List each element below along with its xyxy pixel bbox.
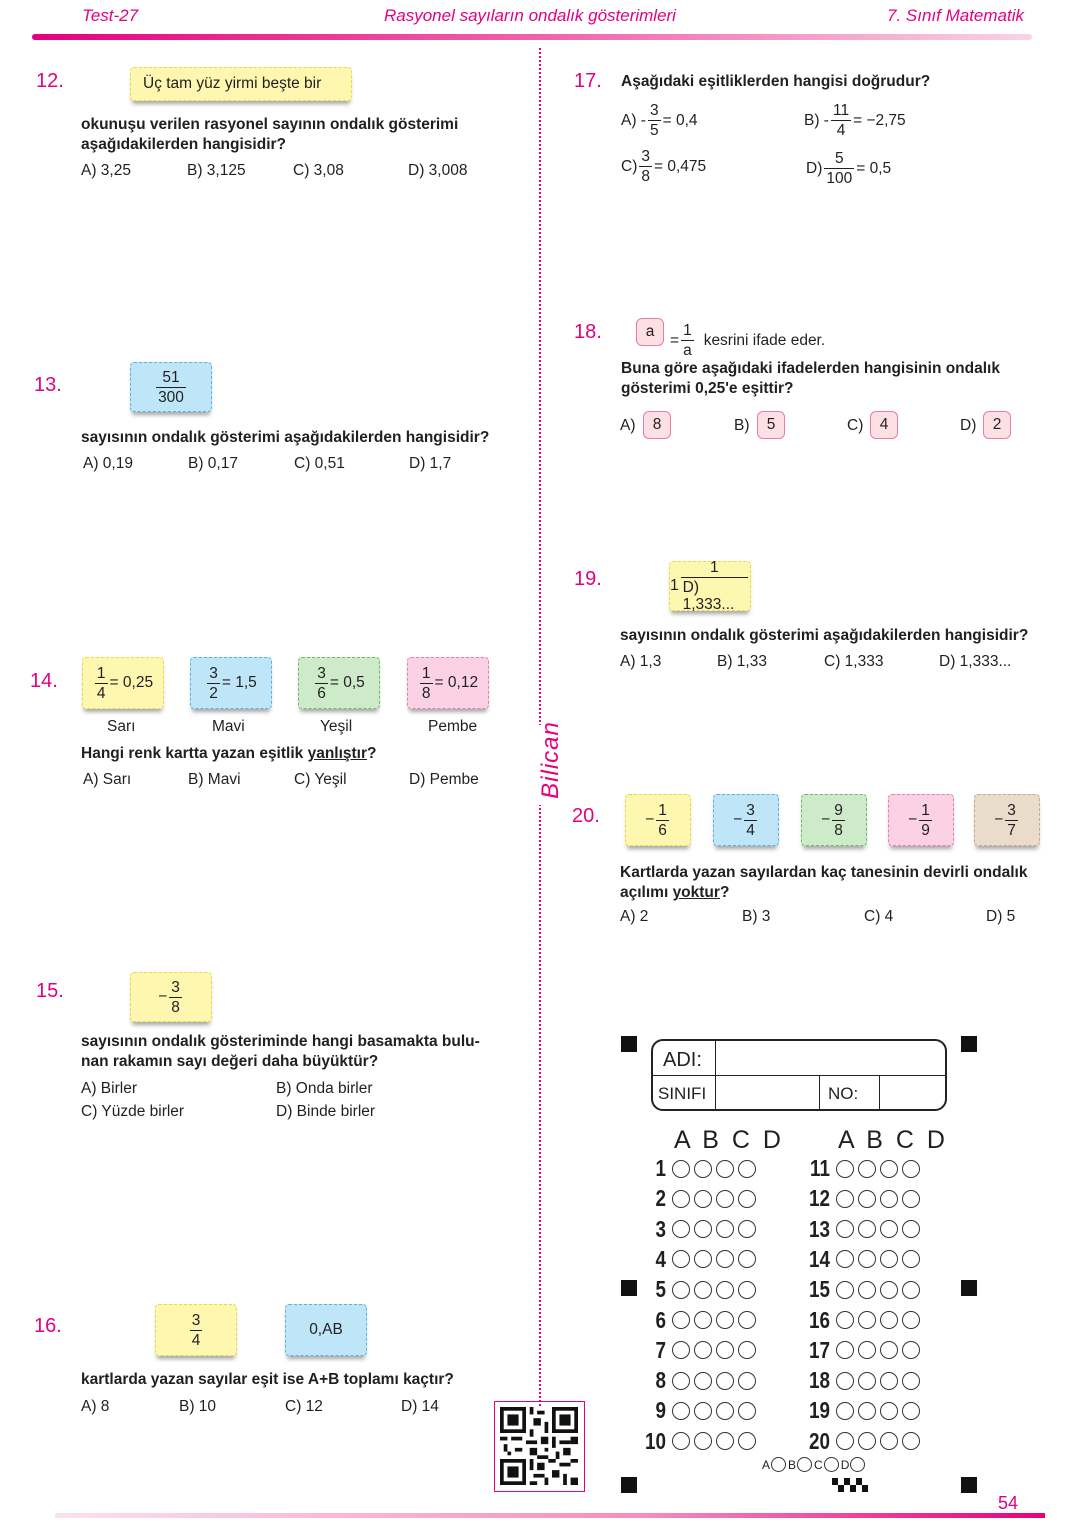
answer-row-number: 14 bbox=[809, 1245, 830, 1272]
alignment-mark bbox=[621, 1477, 637, 1493]
option-c[interactable]: C) 12 bbox=[285, 1398, 323, 1415]
answer-bubble-b[interactable] bbox=[694, 1402, 712, 1420]
answer-row bbox=[636, 1246, 760, 1273]
definition: = $\frac{1}{a}$ kesrini ifade eder. bbox=[670, 322, 826, 359]
answer-row-number: 18 bbox=[809, 1367, 830, 1394]
answer-bubble-c[interactable] bbox=[880, 1220, 898, 1238]
alignment-mark bbox=[621, 1280, 637, 1296]
fraction-card: − $\frac{1}{9}$ bbox=[888, 794, 954, 846]
option-d[interactable]: D) 14 bbox=[401, 1398, 439, 1415]
question-stem: açılımı yoktur? bbox=[620, 884, 730, 901]
page-number: 54 bbox=[998, 1493, 1019, 1513]
question-number: 15. bbox=[36, 980, 64, 1002]
answer-bubble-c[interactable] bbox=[880, 1281, 898, 1299]
answer-bubble-b[interactable] bbox=[694, 1190, 712, 1208]
option-c[interactable]: C) Yeşil bbox=[294, 771, 347, 788]
answer-bubble-b[interactable] bbox=[694, 1372, 712, 1390]
option-d[interactable]: D) 1,333... bbox=[939, 653, 1012, 670]
answer-bubble-a[interactable] bbox=[672, 1311, 690, 1329]
answer-bubble-a[interactable] bbox=[836, 1372, 854, 1390]
answer-bubble-a[interactable] bbox=[672, 1281, 690, 1299]
question-stem: nan rakamın sayı değeri daha büyüktür? bbox=[81, 1053, 379, 1070]
reading-card: Üç tam yüz yirmi beşte bir bbox=[130, 67, 352, 101]
answer-bubble-d[interactable] bbox=[902, 1402, 920, 1420]
answer-row bbox=[636, 1307, 760, 1334]
answer-bubble-c[interactable] bbox=[880, 1341, 898, 1359]
option-a[interactable]: A) 3,25 bbox=[81, 162, 131, 179]
answer-row bbox=[800, 1276, 924, 1303]
option-b-box[interactable]: 5 bbox=[757, 411, 785, 439]
answer-bubble-b[interactable] bbox=[694, 1250, 712, 1268]
answer-row-number: 3 bbox=[655, 1215, 666, 1242]
question-stem: Hangi renk kartta yazan eşitlik yanlıştır? bbox=[81, 745, 377, 762]
question-stem: gösterimi 0,25'e eşittir? bbox=[621, 380, 794, 397]
answer-row bbox=[800, 1307, 924, 1334]
alignment-mark bbox=[961, 1036, 977, 1052]
option-c[interactable]: C) Yüzde birler bbox=[81, 1103, 185, 1120]
answer-bubble-a[interactable] bbox=[672, 1190, 690, 1208]
qr-code[interactable] bbox=[494, 1401, 585, 1492]
answer-bubble-d[interactable] bbox=[902, 1190, 920, 1208]
answer-bubble-a[interactable] bbox=[672, 1402, 690, 1420]
answer-bubble-d[interactable] bbox=[902, 1341, 920, 1359]
test-label: Test-27 bbox=[82, 6, 139, 25]
answer-row bbox=[636, 1428, 760, 1455]
answer-bubble-b[interactable] bbox=[858, 1190, 876, 1208]
option-a[interactable]: A) 8 bbox=[81, 1398, 110, 1415]
option-b[interactable]: B) 1,33 bbox=[717, 653, 767, 670]
option-c-box[interactable]: 4 bbox=[870, 411, 898, 439]
answer-bubble-a[interactable] bbox=[836, 1220, 854, 1238]
answer-row-number: 17 bbox=[809, 1336, 830, 1363]
name-field[interactable] bbox=[719, 1043, 941, 1073]
answer-bubble-b[interactable] bbox=[694, 1220, 712, 1238]
qr-code-icon bbox=[500, 1407, 578, 1485]
answer-row-number: 12 bbox=[809, 1185, 830, 1212]
answer-row-number: 6 bbox=[655, 1306, 666, 1333]
alignment-mark bbox=[961, 1477, 977, 1493]
answer-bubble-a[interactable] bbox=[672, 1432, 690, 1450]
class-label: SINIFI bbox=[658, 1084, 707, 1103]
answer-bubble-d[interactable] bbox=[902, 1160, 920, 1178]
answer-bubble-d[interactable] bbox=[902, 1432, 920, 1450]
answer-bubble-c[interactable] bbox=[880, 1432, 898, 1450]
answer-bubble-b[interactable] bbox=[858, 1250, 876, 1268]
name-label: ADI: bbox=[663, 1049, 702, 1071]
answer-bubble-b[interactable] bbox=[858, 1281, 876, 1299]
answer-bubble-d[interactable] bbox=[738, 1160, 756, 1178]
question-number: 19. bbox=[574, 568, 602, 590]
answer-bubble-b[interactable] bbox=[858, 1341, 876, 1359]
answer-row bbox=[636, 1185, 760, 1212]
option-b[interactable]: B) Mavi bbox=[188, 771, 241, 788]
answer-row bbox=[636, 1397, 760, 1424]
answer-bubble-a[interactable] bbox=[672, 1160, 690, 1178]
option-a[interactable]: A) Sarı bbox=[83, 771, 132, 788]
answer-bubble-b[interactable] bbox=[858, 1372, 876, 1390]
answer-bubble-c[interactable] bbox=[716, 1220, 734, 1238]
answer-row bbox=[636, 1367, 760, 1394]
card-sari: $\frac{1}{4}$ = 0,25 bbox=[82, 657, 164, 709]
option-a[interactable]: A) 1,3 bbox=[620, 653, 662, 670]
answer-row bbox=[800, 1185, 924, 1212]
answer-bubble-b[interactable] bbox=[858, 1311, 876, 1329]
answer-bubble-a[interactable] bbox=[836, 1432, 854, 1450]
fraction-card: − $\frac{9}{8}$ bbox=[801, 794, 867, 846]
answer-bubble-c[interactable] bbox=[880, 1402, 898, 1420]
answer-row bbox=[800, 1216, 924, 1243]
answer-bubble-d[interactable] bbox=[738, 1220, 756, 1238]
no-label: NO: bbox=[828, 1084, 859, 1103]
option-d[interactable]: D) $\frac{5}{100}$ = 0,5 bbox=[806, 150, 892, 187]
option-a-box[interactable]: 8 bbox=[643, 411, 671, 439]
option-d[interactable]: D) bbox=[960, 417, 977, 434]
card-mavi: $\frac{3}{2}$ = 1,5 bbox=[190, 657, 272, 709]
option-c[interactable]: C) 3,08 bbox=[293, 162, 344, 179]
option-b[interactable]: B) bbox=[734, 417, 750, 434]
timing-mark bbox=[832, 1478, 870, 1492]
marking-legend: A B C D bbox=[762, 1457, 867, 1472]
answer-row-number: 19 bbox=[809, 1397, 830, 1424]
answer-bubble-c[interactable] bbox=[716, 1372, 734, 1390]
student-info-box bbox=[651, 1039, 947, 1111]
answer-row-number: 15 bbox=[809, 1276, 830, 1303]
answer-bubble-b[interactable] bbox=[694, 1281, 712, 1299]
answer-bubble-d[interactable] bbox=[738, 1341, 756, 1359]
alignment-mark bbox=[621, 1036, 637, 1052]
option-b[interactable]: B) 3,125 bbox=[187, 162, 246, 179]
answer-row bbox=[800, 1428, 924, 1455]
answer-row-number: 16 bbox=[809, 1306, 830, 1333]
column-letters: A B C D bbox=[674, 1126, 784, 1154]
fraction-card: − $\frac{3}{7}$ bbox=[974, 794, 1040, 846]
answer-row-number: 13 bbox=[809, 1215, 830, 1242]
card-yesil: $\frac{3}{6}$ = 0,5 bbox=[298, 657, 380, 709]
answer-bubble-c[interactable] bbox=[880, 1190, 898, 1208]
answer-row bbox=[636, 1216, 760, 1243]
option-a[interactable]: A) 2 bbox=[620, 908, 649, 925]
question-number: 17. bbox=[574, 70, 602, 92]
question-number: 12. bbox=[36, 70, 64, 92]
answer-row-number: 9 bbox=[655, 1397, 666, 1424]
option-c[interactable]: C) 4 bbox=[864, 908, 894, 925]
option-d[interactable]: D) 1,7 bbox=[409, 455, 452, 472]
answer-row bbox=[800, 1246, 924, 1273]
header-bar bbox=[32, 34, 1032, 40]
question-number: 14. bbox=[30, 670, 58, 692]
question-stem: Kartlarda yazan sayılardan kaç tanesinin devirli ondalık bbox=[620, 864, 1028, 881]
question-number: 16. bbox=[34, 1315, 62, 1337]
answer-bubble-a[interactable] bbox=[836, 1281, 854, 1299]
answer-bubble-c[interactable] bbox=[716, 1432, 734, 1450]
answer-bubble-b[interactable] bbox=[858, 1160, 876, 1178]
answer-bubble-c[interactable] bbox=[716, 1160, 734, 1178]
option-b[interactable]: B) 10 bbox=[179, 1398, 217, 1415]
color-label: Sarı bbox=[107, 718, 136, 735]
page-title: Rasyonel sayıların ondalık gösterimleri bbox=[384, 6, 676, 25]
option-c[interactable]: C) 1,333 bbox=[824, 653, 884, 670]
answer-bubble-d[interactable] bbox=[902, 1311, 920, 1329]
fraction-card: − $\frac{1}{6}$ bbox=[625, 794, 691, 846]
option-b[interactable]: B) 0,17 bbox=[188, 455, 238, 472]
answer-row bbox=[636, 1276, 760, 1303]
answer-bubble-a[interactable] bbox=[836, 1160, 854, 1178]
answer-bubble-d[interactable] bbox=[902, 1281, 920, 1299]
course-label: 7. Sınıf Matematik bbox=[887, 6, 1024, 25]
question-number: 20. bbox=[572, 805, 600, 827]
color-label: Yeşil bbox=[320, 718, 353, 735]
question-stem: Buna göre aşağıdaki ifadelerden hangisinin ondalık bbox=[621, 360, 1000, 377]
option-a[interactable]: A) Birler bbox=[81, 1080, 137, 1097]
fraction-card: $\frac{3}{4}$ bbox=[155, 1304, 237, 1356]
answer-bubble-b[interactable] bbox=[858, 1220, 876, 1238]
option-b[interactable]: B) - $\frac{11}{4}$ = −2,75 bbox=[804, 102, 906, 139]
question-stem: okunuşu verilen rasyonel sayının ondalık gösterimi bbox=[81, 116, 459, 133]
answer-row-number: 4 bbox=[655, 1245, 666, 1272]
option-d[interactable]: D) Pembe bbox=[409, 771, 479, 788]
answer-row-number: 20 bbox=[809, 1427, 830, 1454]
option-b[interactable]: B) Onda birler bbox=[276, 1080, 373, 1097]
answer-bubble-c[interactable] bbox=[716, 1311, 734, 1329]
answer-row-number: 7 bbox=[655, 1336, 666, 1363]
answer-row bbox=[636, 1337, 760, 1364]
option-c[interactable]: C) $\frac{3}{8}$ = 0,475 bbox=[621, 148, 707, 185]
color-label: Pembe bbox=[428, 718, 478, 735]
question-stem: kartlarda yazan sayılar eşit ise A+B toplamı kaçtır? bbox=[81, 1371, 454, 1388]
answer-bubble-b[interactable] bbox=[694, 1160, 712, 1178]
answer-bubble-d[interactable] bbox=[902, 1220, 920, 1238]
color-label: Mavi bbox=[212, 718, 245, 735]
answer-bubble-a[interactable] bbox=[672, 1341, 690, 1359]
answer-bubble-b[interactable] bbox=[858, 1402, 876, 1420]
brand-logo: Bilican bbox=[536, 721, 564, 799]
answer-bubble-c[interactable] bbox=[716, 1190, 734, 1208]
option-a[interactable]: A) - $\frac{3}{5}$ = 0,4 bbox=[621, 102, 698, 139]
answer-row-number: 8 bbox=[655, 1367, 666, 1394]
option-d[interactable]: D) Binde birler bbox=[276, 1103, 376, 1120]
answer-row bbox=[636, 1155, 760, 1182]
answer-row bbox=[800, 1337, 924, 1364]
answer-row-number: 5 bbox=[655, 1276, 666, 1303]
decimal-card: 0,AB bbox=[285, 1304, 367, 1356]
operator-box: a bbox=[636, 318, 664, 346]
alignment-mark bbox=[961, 1280, 977, 1296]
no-field[interactable] bbox=[883, 1078, 941, 1108]
answer-bubble-a[interactable] bbox=[836, 1311, 854, 1329]
card-pembe: $\frac{1}{8}$ = 0,12 bbox=[407, 657, 489, 709]
option-d-box[interactable]: 2 bbox=[983, 411, 1011, 439]
answer-bubble-d[interactable] bbox=[738, 1311, 756, 1329]
option-d[interactable]: D) 5 bbox=[986, 908, 1016, 925]
option-d[interactable]: D) 3,008 bbox=[408, 162, 468, 179]
question-stem: sayısının ondalık gösterimi aşağıdakilerden hangisidir? bbox=[620, 627, 1029, 644]
question-stem: Aşağıdaki eşitliklerden hangisi doğrudur? bbox=[621, 73, 931, 90]
answer-row-number: 1 bbox=[655, 1155, 666, 1181]
question-number: 18. bbox=[574, 321, 602, 343]
fraction-card: $\frac{51}{300}$ bbox=[130, 362, 212, 412]
question-number: 13. bbox=[34, 374, 62, 396]
answer-bubble-d[interactable] bbox=[738, 1402, 756, 1420]
answer-bubble-a[interactable] bbox=[672, 1250, 690, 1268]
answer-bubble-c[interactable] bbox=[716, 1250, 734, 1268]
answer-bubble-a[interactable] bbox=[672, 1220, 690, 1238]
option-a[interactable]: A) 0,19 bbox=[83, 455, 133, 472]
question-stem: sayısının ondalık gösterimi aşağıdakilerden hangisidir? bbox=[81, 429, 490, 446]
footer-bar bbox=[55, 1513, 1045, 1518]
answer-bubble-b[interactable] bbox=[858, 1432, 876, 1450]
answer-row bbox=[800, 1155, 924, 1182]
answer-bubble-d[interactable] bbox=[738, 1372, 756, 1390]
answer-row bbox=[800, 1367, 924, 1394]
class-field[interactable] bbox=[719, 1078, 817, 1108]
answer-bubble-b[interactable] bbox=[694, 1341, 712, 1359]
answer-bubble-a[interactable] bbox=[836, 1402, 854, 1420]
answer-bubble-a[interactable] bbox=[836, 1341, 854, 1359]
option-c[interactable]: C) bbox=[847, 417, 864, 434]
question-stem: aşağıdakilerden hangisidir? bbox=[81, 136, 287, 153]
fraction-card: − $\frac{3}{8}$ bbox=[130, 972, 212, 1022]
option-a[interactable]: A) bbox=[620, 417, 636, 434]
answer-row bbox=[800, 1397, 924, 1424]
answer-bubble-d[interactable] bbox=[738, 1250, 756, 1268]
answer-row-number: 2 bbox=[655, 1185, 666, 1212]
answer-bubble-b[interactable] bbox=[694, 1311, 712, 1329]
answer-bubble-c[interactable] bbox=[716, 1281, 734, 1299]
answer-bubble-c[interactable] bbox=[716, 1402, 734, 1420]
option-b[interactable]: B) 3 bbox=[742, 908, 771, 925]
answer-bubble-a[interactable] bbox=[672, 1372, 690, 1390]
answer-bubble-d[interactable] bbox=[738, 1190, 756, 1208]
answer-bubble-c[interactable] bbox=[880, 1250, 898, 1268]
answer-bubble-d[interactable] bbox=[738, 1281, 756, 1299]
answer-bubble-d[interactable] bbox=[738, 1432, 756, 1450]
answer-row-number: 11 bbox=[810, 1155, 830, 1181]
answer-row-number: 10 bbox=[645, 1427, 666, 1454]
answer-bubble-c[interactable] bbox=[880, 1311, 898, 1329]
answer-bubble-a[interactable] bbox=[836, 1250, 854, 1268]
answer-bubble-d[interactable] bbox=[902, 1372, 920, 1390]
answer-bubble-c[interactable] bbox=[716, 1341, 734, 1359]
mixed-number-card: 1 $\frac{1}{D) 1,333...}$ bbox=[669, 561, 751, 611]
answer-bubble-b[interactable] bbox=[694, 1432, 712, 1450]
answer-bubble-c[interactable] bbox=[880, 1160, 898, 1178]
fraction-card: − $\frac{3}{4}$ bbox=[713, 794, 779, 846]
column-letters: A B C D bbox=[838, 1126, 948, 1154]
option-c[interactable]: C) 0,51 bbox=[294, 455, 345, 472]
question-stem: sayısının ondalık gösteriminde hangi basamakta bulu- bbox=[81, 1033, 480, 1050]
answer-bubble-d[interactable] bbox=[902, 1250, 920, 1268]
answer-bubble-c[interactable] bbox=[880, 1372, 898, 1390]
answer-bubble-a[interactable] bbox=[836, 1190, 854, 1208]
